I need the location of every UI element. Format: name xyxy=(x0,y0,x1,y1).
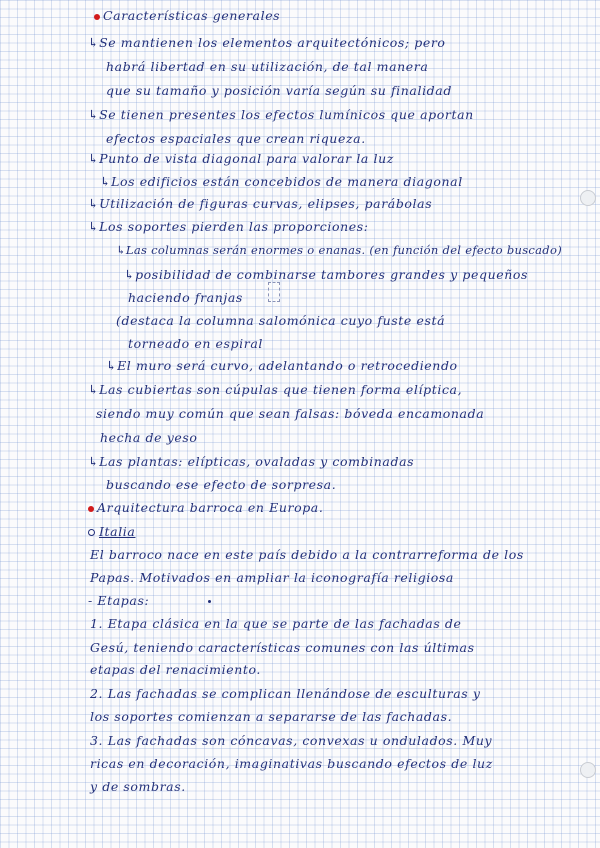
note-line xyxy=(88,500,323,515)
note-text: ↳Los soportes pierden las proporciones: xyxy=(88,219,369,234)
note-line xyxy=(90,570,454,585)
note-line xyxy=(100,430,198,445)
note-text: - Etapas: xyxy=(88,593,150,608)
note-line xyxy=(88,382,462,397)
note-line xyxy=(124,267,528,282)
note-line xyxy=(90,779,186,794)
note-text: El barroco nace en este país debido a la contrarreforma de los xyxy=(90,547,524,562)
note-line xyxy=(90,709,452,724)
note-text: 1. Etapa clásica en la que se parte de las fachadas de xyxy=(90,616,462,631)
note-line xyxy=(90,662,261,677)
note-line xyxy=(88,107,474,122)
note-text: torneado en espiral xyxy=(128,336,263,351)
note-line xyxy=(96,406,484,421)
note-line xyxy=(90,686,481,701)
note-line xyxy=(128,290,243,305)
note-text: ricas en decoración, imaginativas buscando efectos de luz xyxy=(90,756,493,771)
note-text: los soportes comienzan a separarse de las fachadas. xyxy=(90,709,453,724)
note-text: que su tamaño y posición varía según su finalidad xyxy=(106,83,452,98)
red-bullet-icon xyxy=(94,14,100,20)
note-text: Italia xyxy=(99,524,136,539)
note-line xyxy=(94,8,280,23)
note-text: etapas del renacimiento. xyxy=(90,662,261,677)
note-line xyxy=(106,59,428,74)
note-line xyxy=(90,640,475,655)
note-text: Arquitectura barroca en Europa. xyxy=(97,500,324,515)
note-text: Características generales xyxy=(103,8,281,23)
note-text: ↳Las columnas serán enormes o enanas. (en función del efecto buscado) xyxy=(116,243,562,257)
note-text: siendo muy común que sean falsas: bóveda encamonada xyxy=(96,406,485,421)
note-line xyxy=(90,547,524,562)
note-text: habrá libertad en su utilización, de tal manera xyxy=(106,59,429,74)
note-line xyxy=(106,83,452,98)
note-line xyxy=(116,313,445,328)
note-text: ↳Las plantas: elípticas, ovaladas y combinadas xyxy=(88,454,415,469)
note-line xyxy=(106,131,366,146)
note-text: efectos espaciales que crean riqueza. xyxy=(106,131,366,146)
note-line xyxy=(90,756,493,771)
note-line xyxy=(116,243,562,257)
note-line xyxy=(128,336,263,351)
red-bullet-icon xyxy=(88,506,94,512)
note-line xyxy=(106,477,336,492)
note-text: Papas. Motivados en ampliar la iconografía religiosa xyxy=(90,570,454,585)
note-text: ↳Punto de vista diagonal para valorar la luz xyxy=(88,151,394,166)
note-line xyxy=(88,219,369,234)
note-line xyxy=(100,174,463,189)
note-text: 2. Las fachadas se complican llenándose de esculturas y xyxy=(90,686,481,701)
note-text: ↳posibilidad de combinarse tambores grandes y pequeños xyxy=(124,267,529,282)
note-text: haciendo franjas xyxy=(128,290,243,305)
note-text: (destaca la columna salomónica cuyo fuste está xyxy=(116,313,446,328)
note-text: y de sombras. xyxy=(90,779,186,794)
ink-dot xyxy=(208,600,211,603)
note-text: Gesú, teniendo características comunes con las últimas xyxy=(90,640,475,655)
note-line xyxy=(90,733,492,748)
note-text: hecha de yeso xyxy=(100,430,198,445)
note-text: ↳Los edificios están concebidos de manera diagonal xyxy=(100,174,463,189)
note-line xyxy=(88,524,135,539)
note-line xyxy=(88,35,446,50)
note-text: 3. Las fachadas son cóncavas, convexas u ondulados. Muy xyxy=(90,733,493,748)
note-line xyxy=(106,358,458,373)
margin-doodle xyxy=(268,282,280,302)
circle-bullet-icon xyxy=(88,529,95,536)
binder-hole-top xyxy=(580,190,596,206)
note-text: ↳Las cubiertas son cúpulas que tienen forma elíptica, xyxy=(88,382,463,397)
note-text: ↳Utilización de figuras curvas, elipses, parábolas xyxy=(88,196,433,211)
note-text: buscando ese efecto de sorpresa. xyxy=(106,477,337,492)
note-line xyxy=(90,616,462,631)
note-line xyxy=(88,151,394,166)
note-line xyxy=(88,593,149,608)
note-text: ↳El muro será curvo, adelantando o retrocediendo xyxy=(106,358,458,373)
note-text: ↳Se tienen presentes los efectos lumínicos que aportan xyxy=(88,107,474,122)
note-line xyxy=(88,196,432,211)
note-text: ↳Se mantienen los elementos arquitectónicos; pero xyxy=(88,35,446,50)
note-line xyxy=(88,454,414,469)
binder-hole-bottom xyxy=(580,762,596,778)
